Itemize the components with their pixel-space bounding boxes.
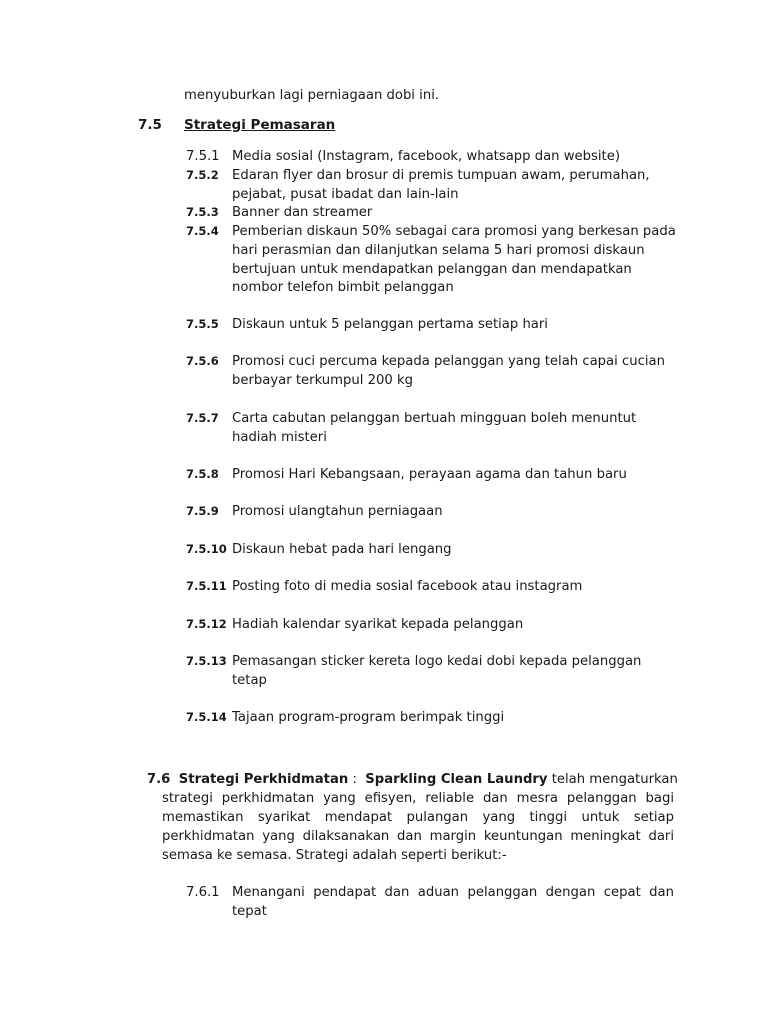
item-text: Hadiah kalendar syarikat kepada pelanggan [232,617,524,632]
section-76-number: 7.6 [147,772,171,787]
item-text: bertujuan untuk mendapatkan pelanggan dan mendapatkan [232,262,632,277]
item-text: tetap [232,673,267,688]
item-number: 7.5.6 [186,354,219,368]
item-text: pejabat, pusat ibadat dan lain-lain [232,187,459,202]
section-76-title: Strategi Perkhidmatan [178,772,349,787]
section-76-body-line: memastikan syarikat mendapat pulangan yang tinggi untuk setiap [162,810,674,825]
section-75-number: 7.5 [138,117,162,133]
item-number: 7.5.8 [186,467,219,481]
item-text: Pemasangan sticker kereta logo kedai dobi kepada pelanggan [232,654,642,669]
item-number: 7.5.2 [186,168,219,182]
item-text: Edaran flyer dan brosur di premis tumpuan awam, perumahan, [232,168,650,183]
item-text: tepat [232,904,267,919]
section-76-colon: : [352,772,357,787]
item-number: 7.5.12 [186,617,227,631]
item-text: hadiah misteri [232,430,327,445]
item-number: 7.6.1 [186,885,220,900]
section-76-body-line: strategi perkhidmatan yang efisyen, reliable dan mesra pelanggan bagi [162,791,674,806]
item-number: 7.5.7 [186,411,219,425]
item-number: 7.5.5 [186,317,219,331]
item-text: Promosi cuci percuma kepada pelanggan yang telah capai cucian [232,354,665,369]
section-76-line1-rest: telah mengaturkan [551,772,678,787]
item-number: 7.5.11 [186,579,227,593]
section-76-body-line: perkhidmatan yang dilaksanakan dan margin keuntungan meningkat dari [162,829,674,844]
item-number: 7.5.13 [186,654,227,668]
item-text: Diskaun untuk 5 pelanggan pertama setiap hari [232,317,548,332]
item-number: 7.5.10 [186,542,227,556]
item-number: 7.5.3 [186,205,219,219]
item-text: Posting foto di media sosial facebook atau instagram [232,579,583,594]
item-text: Tajaan program-program berimpak tinggi [232,710,505,725]
section-76-body-line: semasa ke semasa. Strategi adalah seperti berikut:- [162,848,507,863]
item-text: nombor telefon bimbit pelanggan [232,280,454,295]
item-text: berbayar terkumpul 200 kg [232,373,413,388]
item-text: Banner dan streamer [232,205,373,220]
section-75-title: Strategi Pemasaran [184,117,336,133]
company-name: Sparkling Clean Laundry [365,772,548,787]
item-text: Promosi Hari Kebangsaan, perayaan agama dan tahun baru [232,467,627,482]
item-text: Media sosial (Instagram, facebook, whatsapp dan website) [232,149,620,164]
item-text: Menangani pendapat dan aduan pelanggan dengan cepat dan [232,885,674,900]
item-text: Promosi ulangtahun perniagaan [232,504,443,519]
item-text: hari perasmian dan dilanjutkan selama 5 hari promosi diskaun [232,243,645,258]
item-text: Carta cabutan pelanggan bertuah mingguan boleh menuntut [232,411,637,426]
item-number: 7.5.4 [186,224,219,238]
item-text: Pemberian diskaun 50% sebagai cara promosi yang berkesan pada [232,224,676,239]
item-number: 7.5.14 [186,710,227,724]
intro-line: menyuburkan lagi perniagaan dobi ini. [184,88,440,103]
section-76-heading-line [147,770,678,789]
item-text: Diskaun hebat pada hari lengang [232,542,452,557]
item-number: 7.5.9 [186,504,219,518]
item-number: 7.5.1 [186,149,220,164]
